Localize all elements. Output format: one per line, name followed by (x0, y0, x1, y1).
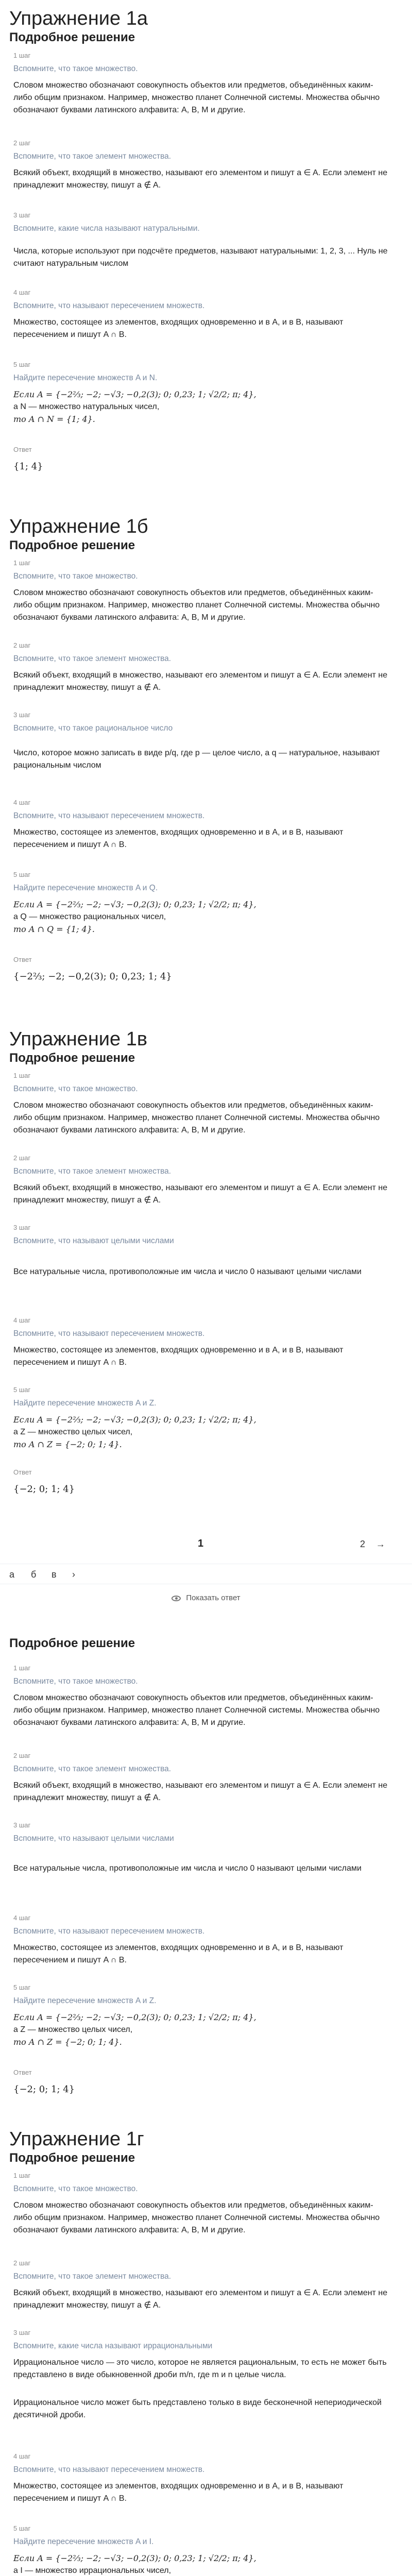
step-number: 2 шаг (13, 1154, 31, 1162)
step-body: Словом множество обозначают совокупность объектов или предметов, объединённых каким-либо общим признаком. Например, множество планет Солнечной системы. Множества обычно обозначают буквами латинского алфавита: A, B, M и другие. (13, 1693, 380, 1727)
step-5 (13, 361, 389, 426)
step-hint: Вспомните, какие числа называют иррациональными (13, 2342, 213, 2350)
step-number: 3 шаг (13, 211, 31, 219)
step-body: Множество, состоящее из элементов, входящих одновременно и в A, и в B, называют пересечением и пишут A ∩ B. (13, 1346, 344, 1367)
answer-block (13, 956, 389, 982)
step-1 (13, 1664, 389, 1729)
step-5 (13, 871, 389, 936)
step-hint: Вспомните, что такое множество. (13, 1084, 138, 1093)
step-1 (13, 2172, 389, 2236)
step-2 (13, 2259, 389, 2312)
step-body: Всякий объект, входящий в множество, называют его элементом и пишут a ∈ A. Если элемент не принадлежит множеству, пишут a ∉ A. (13, 1781, 388, 1802)
nav-item-b[interactable]: б (31, 1569, 37, 1580)
step-3 (13, 211, 389, 270)
math-line: то A ∩ Z = {−2; 0; 1; 4}. (13, 1439, 122, 1449)
step-hint: Найдите пересечение множеств A и I. (13, 2537, 154, 2546)
exercise-1b (9, 515, 403, 553)
math-line: Если A = {−2⅔; −2; −√3; −0,2(3); 0; 0,23; 1; √2/2; π; 4}, (13, 2012, 256, 2022)
step-hint: Вспомните, что такое элемент множества. (13, 1167, 171, 1176)
step-number: 3 шаг (13, 1821, 31, 1829)
next-page-arrow-icon[interactable]: 2 → (359, 1539, 389, 1549)
answer-value: {−2; 0; 1; 4} (13, 1484, 75, 1495)
step-hint: Вспомните, что такое множество. (13, 1677, 138, 1686)
step-number: 5 шаг (13, 1984, 31, 1991)
exercise-title: Упражнение 1а (9, 8, 148, 29)
step-2 (13, 139, 389, 192)
math-line: то A ∩ N = {1; 4}. (13, 414, 95, 424)
math-line: а Q — множество рациональных чисел, (13, 912, 166, 921)
step-number: 2 шаг (13, 2259, 31, 2267)
step-2 (13, 1154, 389, 1207)
math-line: Если A = {−2⅔; −2; −√3; −0,2(3); 0; 0,23; 1; √2/2; π; 4}, (13, 2553, 256, 2563)
math-line: то A ∩ Q = {1; 4}. (13, 924, 95, 934)
step-number: 1 шаг (13, 52, 31, 59)
step-body: Всякий объект, входящий в множество, называют его элементом и пишут a ∈ A. Если элемент не принадлежит множеству, пишут a ∉ A. (13, 671, 388, 692)
step-body (13, 2552, 389, 2576)
show-answer-button[interactable] (0, 1587, 412, 1609)
exercise-title: Упражнение 1г (9, 2128, 144, 2150)
step-body: Числа, которые используют при подсчёте предметов, называют натуральными: 1, 2, 3, ... Нуль не считают натуральным числом (13, 247, 388, 268)
step-hint: Вспомните, что называют пересечением множеств. (13, 1329, 205, 1338)
answer-value: {−2; 0; 1; 4} (13, 2084, 75, 2095)
step-number: 1 шаг (13, 1664, 31, 1672)
step-1 (13, 52, 389, 116)
step-hint: Вспомните, что называют пересечением множеств. (13, 1927, 205, 1936)
step-hint: Найдите пересечение множеств A и N. (13, 374, 158, 382)
step-5 (13, 1984, 389, 2048)
step-body: Множество, состоящее из элементов, входящих одновременно и в A, и в B, называют пересечением и пишут A ∩ B. (13, 2482, 344, 2503)
step-2 (13, 641, 389, 694)
step-3 (13, 711, 389, 772)
answer-block (13, 446, 389, 472)
nav-item-v[interactable]: в (52, 1569, 57, 1580)
step-3 (13, 1821, 389, 1875)
step-body (13, 1414, 389, 1451)
solution-title: Подробное решение (9, 2151, 135, 2165)
step-body: Множество, состоящее из элементов, входящих одновременно и в A, и в B, называют пересечением и пишут A ∩ B. (13, 1943, 344, 1964)
step-4 (13, 1914, 389, 1967)
step-number: 4 шаг (13, 289, 31, 296)
exercise-1a (9, 7, 403, 45)
step-hint: Вспомните, что такое множество. (13, 2184, 138, 2193)
step-hint: Вспомните, что называют пересечением множеств. (13, 811, 205, 820)
exercise-1v (9, 1028, 403, 1066)
step-number: 2 шаг (13, 641, 31, 649)
step-number: 4 шаг (13, 799, 31, 806)
math-line: то A ∩ Z = {−2; 0; 1; 4}. (13, 2037, 122, 2047)
step-number: 4 шаг (13, 2452, 31, 2460)
step-3 (13, 1224, 389, 1278)
step-number: 3 шаг (13, 1224, 31, 1231)
step-hint: Вспомните, что такое множество. (13, 572, 138, 581)
step-2 (13, 1752, 389, 1804)
step-hint: Вспомните, что такое элемент множества. (13, 654, 171, 663)
step-body: Всякий объект, входящий в множество, называют его элементом и пишут a ∈ A. Если элемент не принадлежит множеству, пишут a ∉ A. (13, 2289, 388, 2310)
step-hint: Вспомните, что такое множество. (13, 64, 138, 73)
step-number: 2 шаг (13, 139, 31, 147)
step-body: Все натуральные числа, противоположные им числа и число 0 называют целыми числами (13, 1864, 362, 1873)
step-body (13, 899, 389, 936)
math-line: Если A = {−2⅔; −2; −√3; −0,2(3); 0; 0,23; 1; √2/2; π; 4}, (13, 389, 256, 399)
step-3 (13, 2329, 389, 2421)
step-number: 5 шаг (13, 871, 31, 878)
exercise-title: Упражнение 1б (9, 516, 148, 537)
answer-block (13, 1468, 389, 1495)
step-body: Иррациональное число может быть представлено только в виде бесконечной непериодической десятичной дроби. (13, 2398, 382, 2419)
step-number: 5 шаг (13, 361, 31, 368)
answer-value: {−2⅔; −2; −0,2(3); 0; 0,23; 1; 4} (13, 971, 172, 982)
step-hint: Вспомните, что такое рациональное число (13, 724, 173, 733)
answer-value: {1; 4} (13, 461, 43, 472)
step-1 (13, 559, 389, 624)
step-number: 3 шаг (13, 711, 31, 719)
pagination (0, 1538, 412, 1558)
step-number: 2 шаг (13, 1752, 31, 1759)
step-hint: Найдите пересечение множеств A и Z. (13, 1399, 157, 1408)
nav-item-a[interactable]: а (9, 1569, 15, 1580)
answer-label: Ответ (13, 1468, 32, 1476)
step-body (13, 388, 389, 426)
step-body: Все натуральные числа, противоположные им числа и число 0 называют целыми числами (13, 1267, 362, 1276)
step-5 (13, 1386, 389, 1451)
step-number: 4 шаг (13, 1316, 31, 1324)
step-4 (13, 289, 389, 341)
step-body: Словом множество обозначают совокупность объектов или предметов, объединённых каким-либо общим признаком. Например, множество планет Солнечной системы. Множества обычно обозначают буквами латинского алфавита: A, B, M и другие. (13, 81, 380, 114)
answer-label: Ответ (13, 446, 32, 453)
math-line: а N — множество натуральных чисел, (13, 402, 160, 411)
step-hint: Вспомните, что называют целыми числами (13, 1236, 174, 1245)
step-body: Всякий объект, входящий в множество, называют его элементом и пишут a ∈ A. Если элемент не принадлежит множеству, пишут a ∉ A. (13, 168, 388, 190)
step-1 (13, 1072, 389, 1137)
nav-arrow-icon[interactable]: › (72, 1569, 75, 1580)
step-hint: Найдите пересечение множеств A и Q. (13, 884, 158, 892)
solution-title: Подробное решение (9, 1636, 135, 1650)
step-5 (13, 2524, 389, 2576)
exercise-nav (0, 1564, 412, 1584)
math-line: а Z — множество целых чисел, (13, 1428, 133, 1436)
step-hint: Вспомните, что такое элемент множества. (13, 152, 171, 161)
math-line: Если A = {−2⅔; −2; −√3; −0,2(3); 0; 0,23; 1; √2/2; π; 4}, (13, 900, 256, 909)
step-hint: Вспомните, какие числа называют натуральными. (13, 224, 200, 233)
math-line: а Z — множество целых чисел, (13, 2025, 133, 2034)
step-hint: Вспомните, что называют пересечением множеств. (13, 2465, 205, 2474)
step-number: 1 шаг (13, 559, 31, 567)
step-body: Словом множество обозначают совокупность объектов или предметов, объединённых каким-либо общим признаком. Например, множество планет Солнечной системы. Множества обычно обозначают буквами латинского алфавита: A, B, M и другие. (13, 1101, 380, 1134)
step-body: Множество, состоящее из элементов, входящих одновременно и в A, и в B, называют пересечением и пишут A ∩ B. (13, 828, 344, 849)
step-number: 5 шаг (13, 1386, 31, 1394)
step-body: Словом множество обозначают совокупность объектов или предметов, объединённых каким-либо общим признаком. Например, множество планет Солнечной системы. Множества обычно обозначают буквами латинского алфавита: A, B, M и другие. (13, 588, 380, 622)
step-number: 3 шаг (13, 2329, 31, 2336)
solution-title: Подробное решение (9, 538, 135, 552)
step-body: Словом множество обозначают совокупность объектов или предметов, объединённых каким-либо общим признаком. Например, множество планет Солнечной системы. Множества обычно обозначают буквами латинского алфавита: A, B, M и другие. (13, 2201, 380, 2234)
step-hint: Вспомните, что называют пересечением множеств. (13, 301, 205, 310)
step-hint: Вспомните, что называют целыми числами (13, 1834, 174, 1843)
step-hint: Вспомните, что такое элемент множества. (13, 2272, 171, 2281)
step-body: Всякий объект, входящий в множество, называют его элементом и пишут a ∈ A. Если элемент не принадлежит множеству, пишут a ∉ A. (13, 1183, 388, 1205)
solution-title: Подробное решение (9, 30, 135, 44)
step-4 (13, 1316, 389, 1369)
step-body: Число, которое можно записать в виде p/q, где p — целое число, а q — натуральное, называют рациональным числом (13, 749, 380, 770)
step-4 (13, 799, 389, 851)
step-body: Иррациональное число — это число, которое не является рациональным, то есть не может быть представлено в виде обыкновенной дроби m/n, где m и n целые числа. (13, 2358, 387, 2379)
step-number: 1 шаг (13, 1072, 31, 1079)
step-number: 4 шаг (13, 1914, 31, 1922)
step-4 (13, 2452, 389, 2505)
math-line: а I — множество иррациональных чисел, (13, 2566, 171, 2575)
step-number: 1 шаг (13, 2172, 31, 2179)
exercise-repeat (9, 1636, 403, 1651)
solution-title: Подробное решение (9, 1051, 135, 1065)
answer-label: Ответ (13, 2069, 32, 2076)
current-page[interactable]: 1 (198, 1538, 204, 1549)
show-answer-label: Показать ответ (186, 1594, 241, 1602)
exercise-title: Упражнение 1в (9, 1028, 148, 1050)
step-hint: Вспомните, что такое элемент множества. (13, 1765, 171, 1773)
math-line: Если A = {−2⅔; −2; −√3; −0,2(3); 0; 0,23; 1; √2/2; π; 4}, (13, 1415, 256, 1425)
step-number: 5 шаг (13, 2524, 31, 2532)
answer-label: Ответ (13, 956, 32, 963)
step-hint: Найдите пересечение множеств A и Z. (13, 1996, 157, 2005)
answer-block (13, 2069, 389, 2095)
eye-icon (171, 1596, 181, 1601)
step-body: Множество, состоящее из элементов, входящих одновременно и в A, и в B, называют пересечением и пишут A ∩ B. (13, 318, 344, 339)
exercise-1g (9, 2128, 403, 2166)
step-body (13, 2011, 389, 2048)
